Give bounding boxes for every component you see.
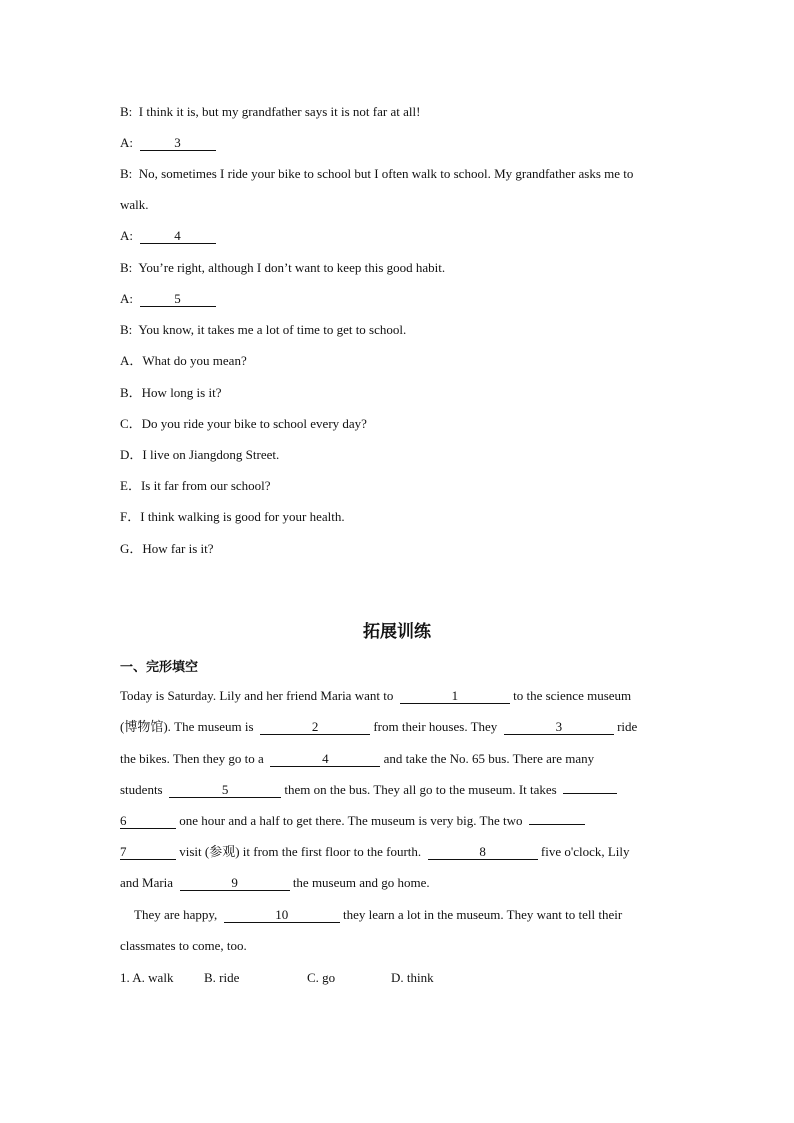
- passage-line: classmates to come, too.: [120, 938, 247, 953]
- option-item: D．I live on Jiangdong Street.: [120, 447, 280, 462]
- cloze-blank[interactable]: 8: [428, 845, 538, 860]
- cloze-blank[interactable]: 2: [260, 720, 370, 735]
- choice-d[interactable]: D. think: [391, 970, 434, 985]
- choice-a[interactable]: 1. A. walk: [120, 970, 174, 985]
- dialogue-line: A: 4: [120, 228, 216, 244]
- answer-blank[interactable]: 5: [140, 292, 216, 307]
- option-item: E．Is it far from our school?: [120, 478, 271, 493]
- passage-line: students 5 them on the bus. They all go to the museum. It takes: [120, 782, 617, 798]
- passage-line: and Maria 9 the museum and go home.: [120, 875, 430, 890]
- passage-line: 7 visit (参观) it from the first floor to the fourth. 8 five o'clock, Lily: [120, 844, 630, 859]
- dialogue-line: B: I think it is, but my grandfather says it is not far at all!: [120, 104, 421, 119]
- dialogue-line: walk.: [120, 197, 149, 212]
- dialogue-line: B: No, sometimes I ride your bike to school but I often walk to school. My grandfather asks me to: [120, 166, 634, 181]
- passage-line: the bikes. Then they go to a 4 and take the No. 65 bus. There are many: [120, 751, 595, 766]
- option-item: A．What do you mean?: [120, 353, 247, 368]
- cloze-blank[interactable]: 7: [120, 845, 176, 860]
- choice-b[interactable]: B. ride: [204, 970, 240, 985]
- subsection-title: 一、完形填空: [120, 660, 199, 675]
- passage-line: (博物馆). The museum is 2 from their houses. They 3 ride: [120, 719, 638, 734]
- option-item: B．How long is it?: [120, 385, 222, 400]
- passage-line: Today is Saturday. Lily and her friend Maria want to 1 to the science museum: [120, 688, 632, 703]
- dialogue-line: A: 5: [120, 291, 216, 307]
- cloze-blank-start[interactable]: [563, 793, 617, 794]
- cloze-blank[interactable]: 4: [270, 752, 380, 767]
- cloze-blank[interactable]: 5: [169, 783, 281, 798]
- option-item: F．I think walking is good for your health.: [120, 509, 345, 524]
- answer-blank[interactable]: 4: [140, 229, 216, 244]
- section-title: 拓展训练: [363, 622, 431, 642]
- passage-line: 6 one hour and a half to get there. The museum is very big. The two: [120, 813, 585, 829]
- question-choices: [120, 970, 434, 986]
- dialogue-line: B: You know, it takes me a lot of time to get to school.: [120, 322, 407, 337]
- choice-c[interactable]: C. go: [307, 970, 336, 985]
- option-item: C．Do you ride your bike to school every day?: [120, 416, 367, 431]
- passage-line: They are happy, 10 they learn a lot in the museum. They want to tell their: [134, 907, 623, 922]
- cloze-blank[interactable]: 1: [400, 689, 510, 704]
- cloze-blank[interactable]: 6: [120, 814, 176, 829]
- dialogue-line: A: 3: [120, 135, 216, 151]
- cloze-blank[interactable]: 10: [224, 908, 340, 923]
- answer-blank[interactable]: 3: [140, 136, 216, 151]
- cloze-blank[interactable]: 9: [180, 876, 290, 891]
- option-item: G．How far is it?: [120, 541, 214, 556]
- dialogue-line: B: You’re right, although I don’t want to keep this good habit.: [120, 260, 446, 275]
- cloze-blank[interactable]: 3: [504, 720, 614, 735]
- cloze-blank-start[interactable]: [529, 824, 585, 825]
